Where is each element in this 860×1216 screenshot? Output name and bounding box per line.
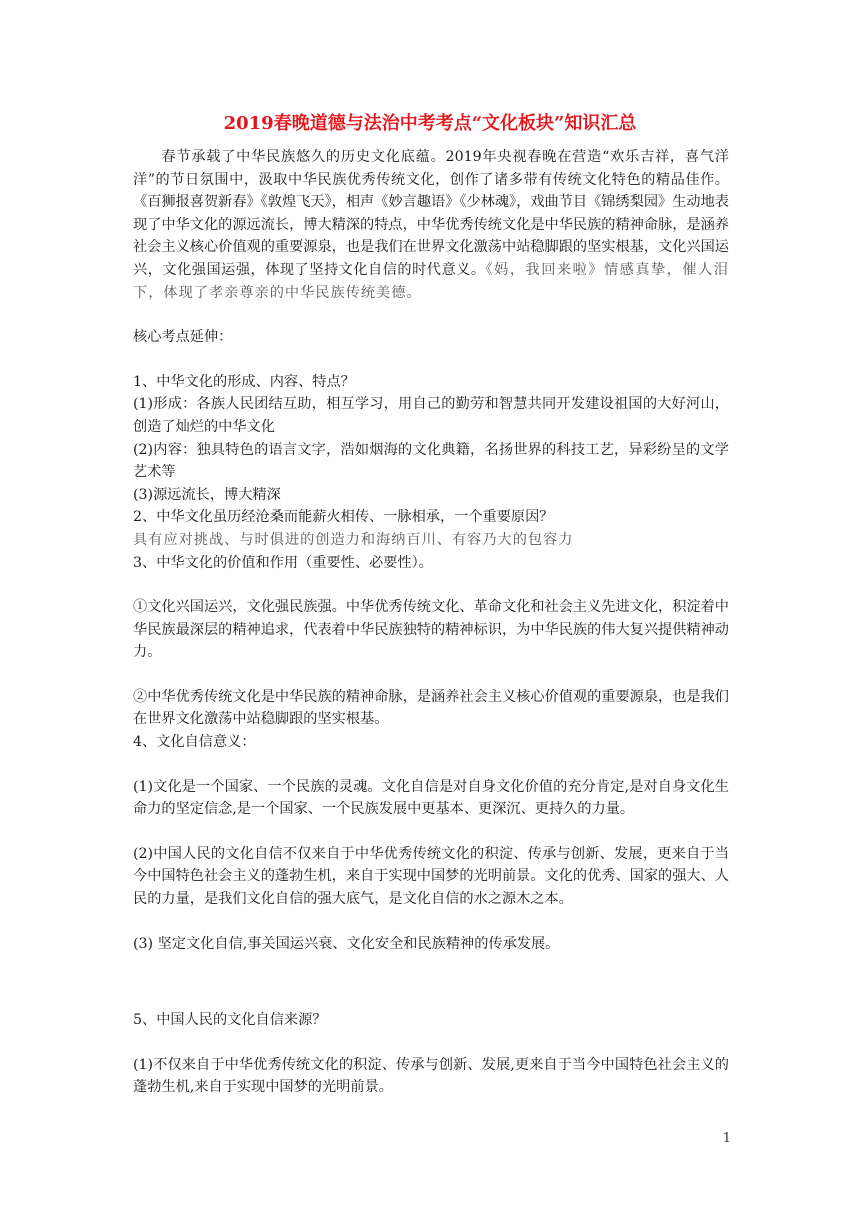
q5-heading: 5、中国人民的文化自信来源？ <box>133 1012 327 1029</box>
page-number: 1 <box>722 1131 731 1146</box>
q3-paragraph-1: ①文化兴国运兴，文化强民族强。中华优秀传统文化、革命文化和社会主义先进文化，积淀着中华民族最深层的精神追求，代表着中华民族独特的精神标识，为中华民族的伟大复兴提供精神动力。 <box>133 599 729 661</box>
q1-heading: 1、中华文化的形成、内容、特点？ <box>133 373 355 390</box>
document-title: 2019春晚道德与法治中考考点“文化板块”知识汇总 <box>223 113 637 134</box>
q1-answer-3: (3)源远流长，博大精深 <box>133 486 281 503</box>
document-body <box>133 146 729 1099</box>
q4-paragraph-3: (3) 坚定文化自信,事关国运兴衰、文化安全和民族精神的传承发展。 <box>133 935 560 952</box>
intro-tail-text: 《妈，我回来啦》情感真挚，催人泪下，体现了孝亲尊亲的中华民族传统美德。 <box>133 261 729 301</box>
q4-heading: 4、文化自信意义： <box>133 734 256 751</box>
q4-paragraph-1: (1)文化是一个国家、一个民族的灵魂。文化自信是对自身文化价值的充分肯定,是对自身文化生命力的坚定信念,是一个国家、一个民族发展中更基本、更深沉、更持久的力量。 <box>133 778 729 818</box>
q1-answer-2: (2)内容：独具特色的语言文字，浩如烟海的文化典籍，名扬世界的科技工艺，异彩纷呈的文学艺术等 <box>133 441 729 481</box>
q4-paragraph-2: (2)中国人民的文化自信不仅来自于中华优秀传统文化的积淀、传承与创新、发展，更来自于当今中国特色社会主义的蓬勃生机，来自于实现中国梦的光明前景。文化的优秀、国家的强大、人民的力量，是我们文化自信的强大底气，是文化自信的水之源木之本。 <box>133 845 729 908</box>
intro-paragraph <box>133 146 729 304</box>
q2-answer: 具有应对挑战、与时俱进的创造力和海纳百川、有容乃大的包容力 <box>133 531 574 548</box>
q1-answer-1: (1)形成：各族人民团结互助，相互学习，用自己的勤劳和智慧共同开发建设祖国的大好河山，创造了灿烂的中华文化 <box>133 396 729 435</box>
q3-paragraph-2: ②中华优秀传统文化是中华民族的精神命脉，是涵养社会主义核心价值观的重要源泉，也是我们在世界文化激荡中站稳脚跟的坚实根基。 <box>133 688 729 728</box>
q3-heading: 3、中华文化的价值和作用（重要性、必要性）。 <box>133 554 433 571</box>
q5-paragraph-1: (1)不仅来自于中华优秀传统文化的积淀、传承与创新、发展,更来自于当今中国特色社会主义的蓬勃生机,来自于实现中国梦的光明前景。 <box>133 1056 729 1096</box>
intro-main-text: 春节承载了中华民族悠久的历史文化底蕴。2019年央视春晚在营造“欢乐吉祥，喜气洋洋”的节日氛围中，汲取中华民族优秀传统文化，创作了诸多带有传统文化特色的精品佳作。《百狮报喜贺新春》《敦煌飞天》，相声《妙言趣语》《少林魂》，戏曲节目《锦绣梨园》生动地表现了中华文化的源远流长，博大精深的特点，中华优秀传统文化是中华民族的精神命脉，是涵养社会主义核心价值观的重要源泉，也是我们在世界文化激荡中站稳脚跟的坚实根基，文化兴国运兴，文化强国运强，体现了坚持文化自信的时代意义。 <box>133 149 729 278</box>
q2-heading: 2、中华文化虽历经沧桑而能薪火相传、一脉相承，一个重要原因？ <box>133 509 554 526</box>
core-heading: 核心考点延伸： <box>133 329 233 346</box>
